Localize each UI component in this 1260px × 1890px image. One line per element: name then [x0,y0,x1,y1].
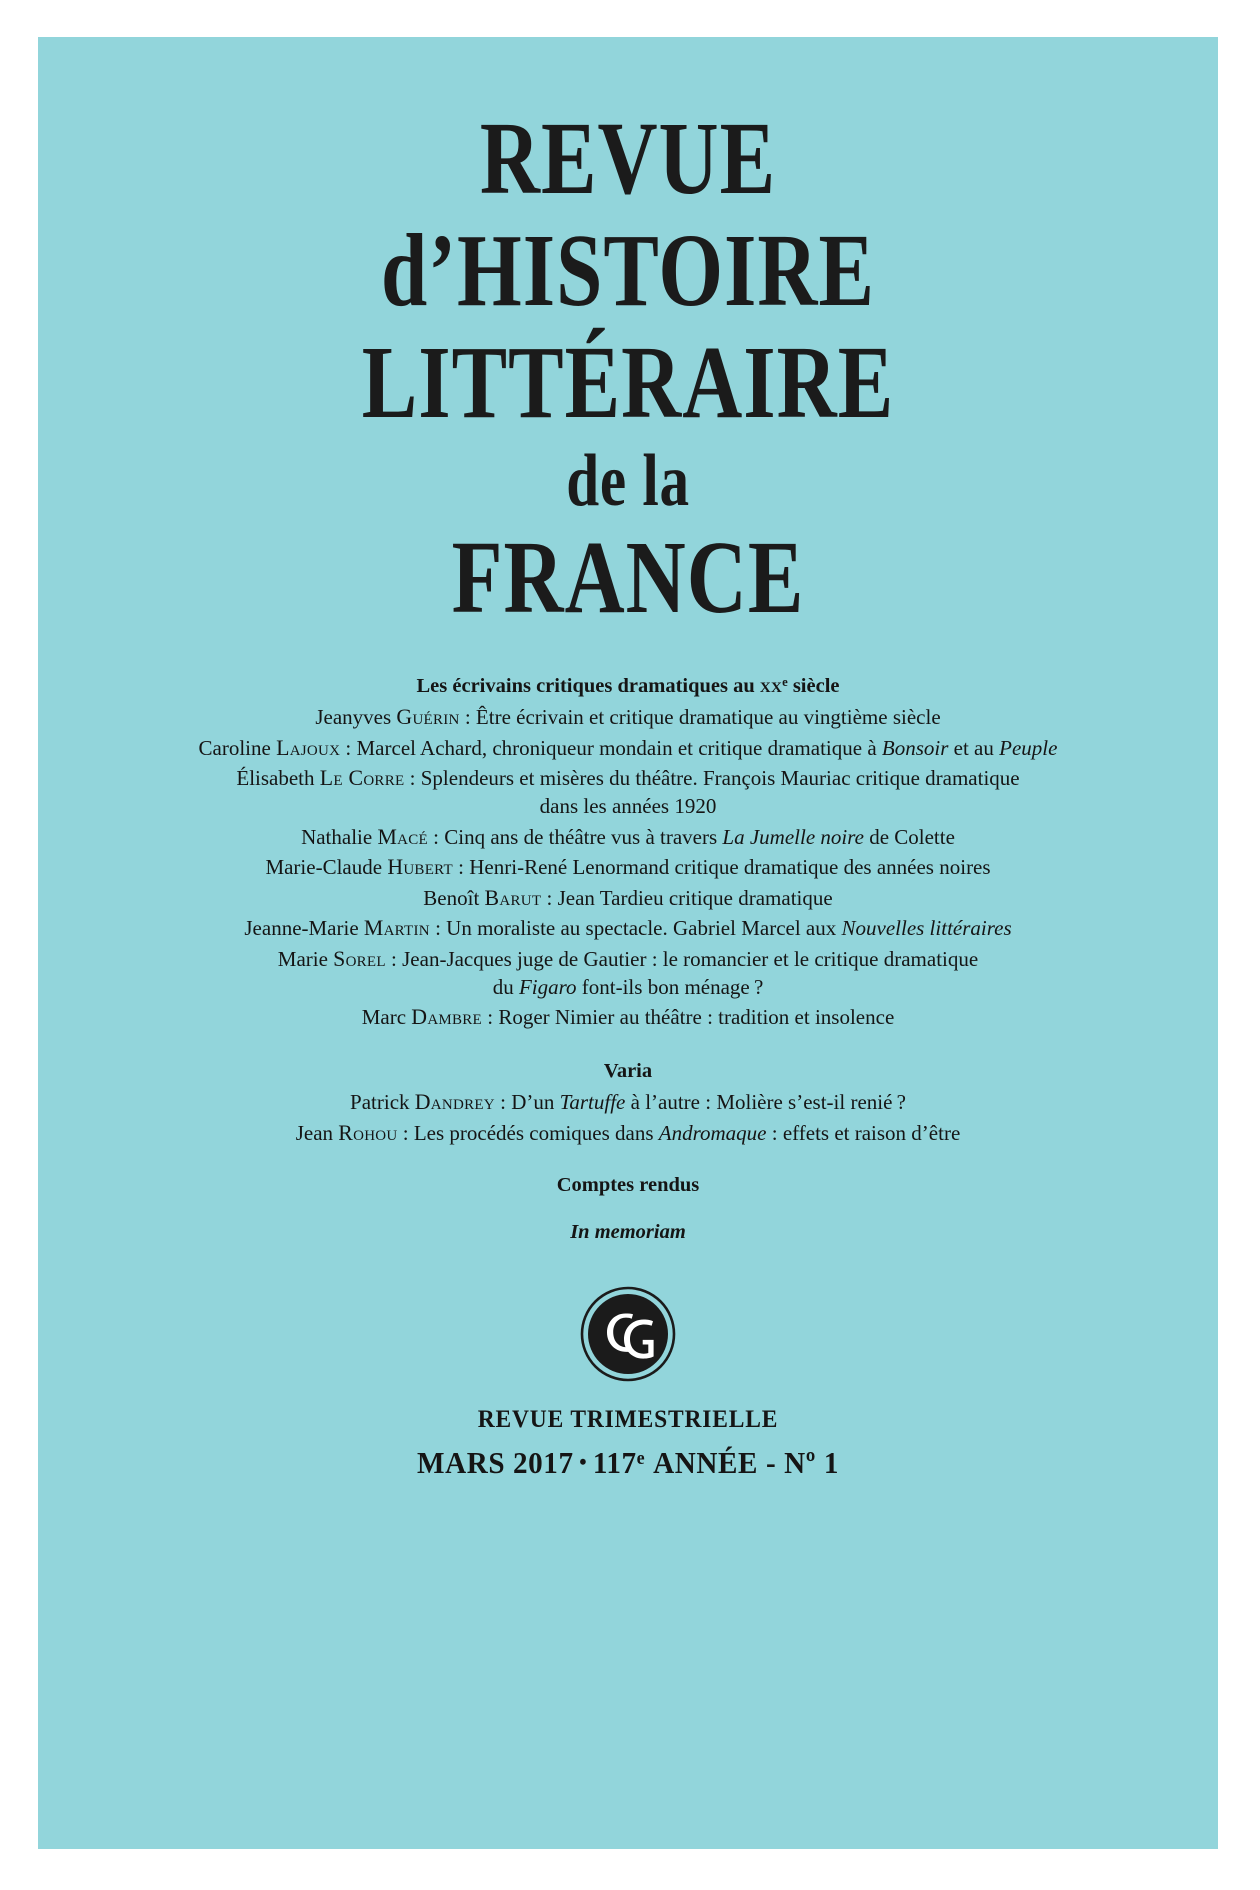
issue-date: MARS 2017 [416,1445,574,1480]
masthead-line-dela: de la [566,440,690,523]
toc-entry-guerin: Jeanyves Guérin : Être écrivain et critique dramatique au vingtième siècle [315,705,941,730]
toc-entry-lecorre: Élisabeth Le Corre : Splendeurs et misères du théâtre. François Mauriac critique dramatique dans les années 1920 [236,766,1020,819]
table-of-contents [128,671,1128,1243]
spacer-2 [776,1445,784,1480]
toc-entry-mace: Nathalie Macé : Cinq ans de théâtre vus à travers La Jumelle noire de Colette [301,824,955,849]
journal-cover [38,37,1218,1849]
volume-year-ordinal: e [636,1447,646,1469]
classiques-garnier-logo-icon [580,1286,676,1382]
volume-year-word [645,1445,653,1480]
masthead-line-histoire [156,212,1100,328]
cover-footer [38,1406,1218,1481]
toc-entry-lajoux: Caroline Lajoux : Marcel Achard, chroniqueur mondain et critique dramatique à Bonsoir et au Peuple [198,735,1058,760]
masthead-line-revue: REVUE [479,101,777,216]
volume-year-number: 117 [592,1445,637,1480]
issue-label: Nº [784,1445,816,1480]
publisher-logo-wrap [38,1286,1218,1382]
masthead-line-france: FRANCE [451,519,805,635]
masthead [38,37,1218,635]
dash-separator: - [765,1445,777,1480]
spacer-1 [758,1445,766,1480]
toc-section-heading-in-memoriam: In memoriam [570,1220,686,1243]
toc-section-heading-comptes-rendus: Comptes rendus [556,1173,700,1196]
toc-entry-martin: Jeanne-Marie Martin : Un moraliste au spectacle. Gabriel Marcel aux Nouvelles littéraires [244,916,1012,941]
masthead-dapostrophe: d’ [381,212,457,328]
masthead-line-litteraire: LITTÉRAIRE [361,324,895,440]
annee-label: ANNÉE [653,1445,759,1480]
toc-section-heading-varia: Varia [603,1060,653,1083]
toc-entry-rohou: Jean Rohou : Les procédés comiques dans Andromaque : effets et raison d’être [295,1120,961,1145]
issue-line [73,1445,1182,1481]
toc-entry-dandrey: Patrick Dandrey : D’un Tartuffe à l’autre : Molière s’est-il renié ? [350,1089,906,1114]
toc-section-heading-dossier: Les écrivains critiques dramatiques au $xx^e$ siècle [416,673,840,698]
issue-number: 1 [823,1445,840,1480]
toc-entry-barut: Benoît Barut : Jean Tardieu critique dramatique [423,885,833,910]
bullet-separator: • [579,1448,588,1474]
masthead-histoire-word: HISTOIRE [456,212,875,328]
toc-entry-dambre: Marc Dambre : Roger Nimier au théâtre : tradition et insolence [361,1005,895,1030]
ordinal-suffix: e [782,675,788,690]
century-smallcaps: xx [759,673,783,698]
toc-entry-hubert: Marie-Claude Hubert : Henri-René Lenormand critique dramatique des années noires [265,855,991,880]
periodicity-label: REVUE TRIMESTRIELLE [477,1406,779,1433]
toc-entry-sorel: Marie Sorel : Jean-Jacques juge de Gautier : le romancier et le critique dramatique du Figaro font-ils bon ménage ? [277,946,979,999]
